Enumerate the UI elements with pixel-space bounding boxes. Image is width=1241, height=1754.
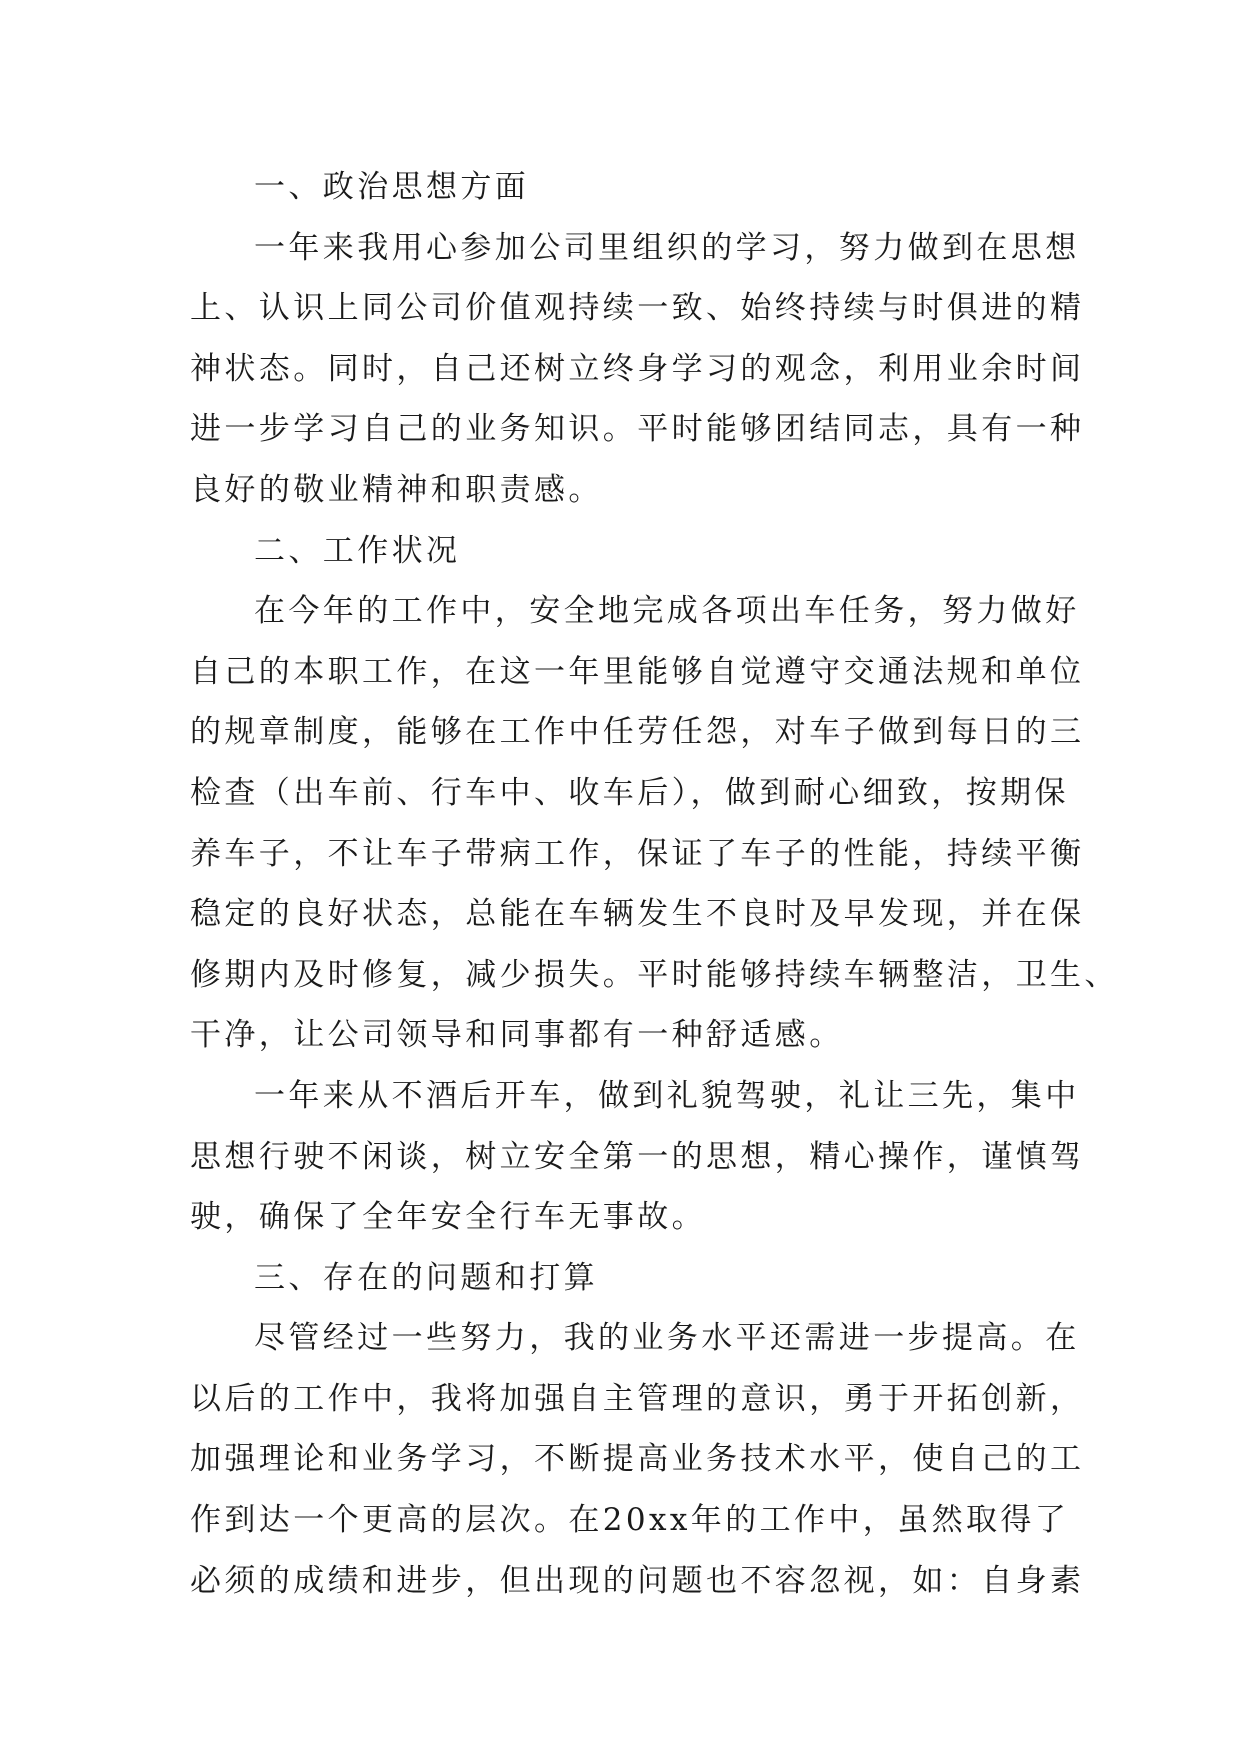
paragraph-line: 驶，确保了全年安全行车无事故。 bbox=[190, 1199, 706, 1236]
paragraph-line: 干净，让公司领导和同事都有一种舒适感。 bbox=[190, 1017, 844, 1054]
paragraph-line: 的规章制度，能够在工作中任劳任怨，对车子做到每日的三 bbox=[190, 714, 1085, 751]
paragraph-line: 思想行驶不闲谈，树立安全第一的思想，精心操作，谨慎驾 bbox=[190, 1138, 1085, 1175]
paragraph-line: 进一步学习自己的业务知识。平时能够团结同志，具有一种 bbox=[190, 411, 1085, 448]
paragraph-line: 良好的敬业精神和职责感。 bbox=[190, 471, 603, 508]
paragraph-line: 尽管经过一些努力，我的业务水平还需进一步提高。在 bbox=[254, 1320, 1080, 1357]
paragraph-line: 养车子，不让车子带病工作，保证了车子的性能，持续平衡 bbox=[190, 835, 1085, 872]
heading-work-status: 二、工作状况 bbox=[254, 532, 461, 569]
paragraph-line: 加强理论和业务学习，不断提高业务技术水平，使自己的工 bbox=[190, 1441, 1085, 1478]
paragraph-line: 修期内及时修复，减少损失。平时能够持续车辆整洁，卫生、 bbox=[190, 956, 1119, 993]
paragraph-line: 上、认识上同公司价值观持续一致、始终持续与时俱进的精 bbox=[190, 290, 1085, 327]
paragraph-line: 一年来我用心参加公司里组织的学习，努力做到在思想 bbox=[254, 229, 1080, 266]
paragraph-line: 检查（出车前、行车中、收车后），做到耐心细致，按期保 bbox=[190, 774, 1069, 811]
paragraph-line: 以后的工作中，我将加强自主管理的意识，勇于开拓创新， bbox=[190, 1380, 1085, 1417]
paragraph-line: 自己的本职工作，在这一年里能够自觉遵守交通法规和单位 bbox=[190, 653, 1085, 690]
paragraph-line: 一年来从不酒后开车，做到礼貌驾驶，礼让三先，集中 bbox=[254, 1077, 1080, 1114]
paragraph-line: 神状态。同时，自己还树立终身学习的观念，利用业余时间 bbox=[190, 350, 1085, 387]
heading-political-thought: 一、政治思想方面 bbox=[254, 169, 530, 205]
paragraph-line: 稳定的良好状态，总能在车辆发生不良时及早发现，并在保 bbox=[190, 896, 1085, 933]
heading-problems-plans: 三、存在的问题和打算 bbox=[254, 1259, 598, 1296]
paragraph-line: 必须的成绩和进步，但出现的问题也不容忽视，如：自身素 bbox=[190, 1562, 1085, 1599]
paragraph-line: 在今年的工作中，安全地完成各项出车任务，努力做好 bbox=[254, 593, 1080, 630]
document-body bbox=[190, 157, 1119, 1611]
paragraph-line: 作到达一个更高的层次。在20xx年的工作中，虽然取得了 bbox=[190, 1502, 1070, 1539]
